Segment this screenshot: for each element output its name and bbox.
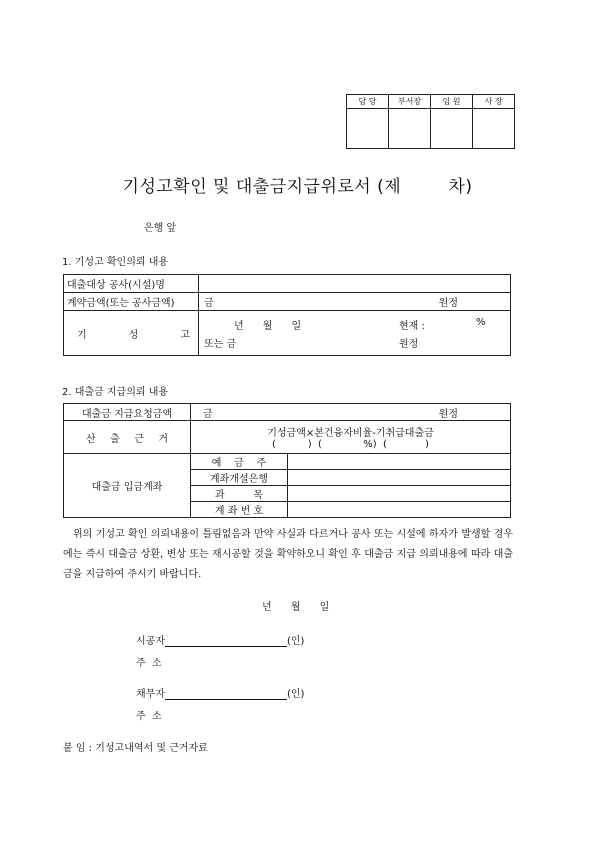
contract-amount-label: 계약금액(또는 공사금액) [64,293,199,311]
progress-percent-sign: % [476,317,486,328]
contract-amount-suffix: 원정 [438,298,458,309]
calculation-basis-field[interactable] [191,421,511,454]
calculation-formula: 기성금액×본건융자비율-기취급대출금 [267,428,434,439]
approval-header-staff: 담 당 [347,95,389,109]
requested-amount-field[interactable] [191,404,511,421]
progress-field[interactable] [199,311,511,356]
account-subject-label: 과 목 [191,486,288,502]
contractor-name-line[interactable] [165,636,287,647]
approval-header-executive: 임 원 [431,95,473,109]
progress-date: 년 월 일 [234,321,302,332]
approval-sign-cell[interactable] [347,109,389,149]
requested-amount-prefix: 금 [203,408,213,420]
progress-amount-prefix: 또는 금 [204,339,237,350]
deposit-account-label: 대출금 입금계좌 [64,454,191,518]
progress-label-char: 기 [77,329,87,341]
progress-label [64,311,199,356]
loan-payment-table [63,403,511,518]
approval-sign-cell[interactable] [389,109,431,149]
progress-amount-suffix: 원정 [399,339,419,350]
account-bank-label: 계좌개설은행 [191,470,288,486]
date-line: 년 월 일 [262,602,330,613]
basis-label-char: 근 [134,433,144,445]
account-bank-field[interactable] [288,470,511,486]
contract-amount-prefix: 금 [204,298,214,309]
progress-label-char: 성 [128,329,139,341]
account-number-field[interactable] [288,502,511,518]
debtor-name-line[interactable] [165,689,287,700]
section1-heading: 1. 기성고 확인의뢰 내용 [62,257,169,268]
basis-label-char: 거 [158,433,168,445]
contract-amount-field[interactable] [199,293,511,311]
project-name-field[interactable] [199,275,511,293]
account-holder-field[interactable] [288,454,511,470]
progress-label-char: 고 [180,329,190,341]
requested-amount-suffix: 원정 [438,408,458,420]
attachment-note: 붙 임 : 기성고내역서 및 근거자료 [63,743,208,754]
progress-current-label: 현재 : [399,321,425,332]
basis-label-char: 산 [86,433,96,445]
contractor-signature [136,632,336,669]
approval-header-dept-head: 부서장 [389,95,431,109]
approval-sign-cell[interactable] [431,109,473,149]
confirmation-paragraph: 위의 기성고 확인 의뢰내용이 틀림없음과 만약 사실과 다르거나 공사 또는 시설에 하자가 발생할 경우에는 즉시 대출금 상환, 변상 또는 재시공할 것을 확약하오니 확인 후 대출금 지급 의뢰내용에 따라 대출금을 지급하여 주시기 바랍니다. [63,529,513,580]
contractor-seal: (인) [286,636,305,647]
debtor-address-label: 주 소 [136,711,162,722]
approval-header-president: 사 장 [473,95,515,109]
requested-amount-label: 대출금 지급요청금액 [64,404,191,421]
debtor-seal: (인) [286,689,305,700]
bank-addressee: 은행 앞 [144,223,177,234]
section2-heading: 2. 대출금 지급의뢰 내용 [62,387,169,398]
debtor-role: 채무자 [136,689,165,700]
calculation-formula-blanks: ( ) ( %) ( ) [272,439,429,450]
account-subject-field[interactable] [288,486,511,502]
calculation-basis-label [64,421,191,454]
contractor-address-label: 주 소 [136,658,162,669]
construction-info-table [63,274,511,356]
project-name-label: 대출대상 공사(시설)명 [64,275,199,293]
approval-box [346,94,515,149]
contractor-role: 시공자 [136,636,165,647]
debtor-signature [136,685,336,722]
basis-label-char: 출 [110,433,120,445]
account-number-label: 계 좌 번 호 [191,502,288,518]
account-holder-label: 예 금 주 [191,454,288,470]
document-title: 기성고확인 및 대출금지급위로서 (제 차) [122,177,473,197]
approval-sign-cell[interactable] [473,109,515,149]
